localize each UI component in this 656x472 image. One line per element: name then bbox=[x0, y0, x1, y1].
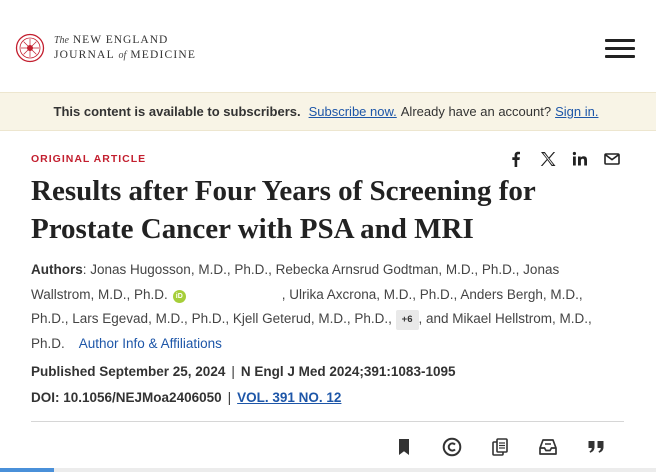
email-icon[interactable] bbox=[603, 150, 621, 168]
authors-text-1: : Jonas Hugosson, M.D., Ph.D., Rebecka Arnsrud Godtman, M.D., Ph.D., Jonas Wallstrom, M.D., Ph.D. bbox=[31, 262, 560, 302]
authors-text-2: , Ulrika Axcrona, M.D., Ph.D., Anders Bergh, M.D., Ph.D., Lars Egevad, M.D., Ph.D., Kjell Geterud, M.D., Ph.D., bbox=[31, 286, 583, 326]
sign-in-link[interactable]: Sign in. bbox=[555, 104, 599, 119]
logo-line1 bbox=[54, 35, 196, 47]
quote-icon[interactable] bbox=[586, 437, 606, 457]
logo-medicine: MEDICINE bbox=[130, 48, 197, 61]
logo-line2 bbox=[54, 50, 196, 62]
more-authors-button[interactable]: +6 bbox=[396, 310, 419, 330]
nejm-logo[interactable] bbox=[15, 33, 196, 63]
active-tab-indicator bbox=[0, 468, 54, 472]
logo-the: The bbox=[54, 35, 69, 46]
orcid-icon[interactable]: iD bbox=[173, 290, 186, 303]
logo-journal: JOURNAL bbox=[54, 48, 115, 61]
tab-strip bbox=[0, 468, 656, 472]
published-date: Published September 25, 2024 bbox=[31, 364, 226, 379]
nejm-seal-icon bbox=[15, 33, 45, 63]
banner-message: This content is available to subscribers. bbox=[53, 104, 301, 119]
banner-account-text: Already have an account? bbox=[400, 104, 552, 119]
subscriber-banner bbox=[0, 92, 656, 131]
doi-line: DOI: 10.1056/NEJMoa2406050 | VOL. 391 NO. 12 bbox=[31, 390, 342, 405]
authors-label: Authors bbox=[31, 262, 83, 277]
authors-text-3: , and Mikael Hellstrom, M.D., Ph.D. bbox=[31, 311, 592, 351]
linkedin-icon[interactable] bbox=[571, 150, 589, 168]
site-header bbox=[0, 0, 656, 92]
volume-link[interactable]: VOL. 391 NO. 12 bbox=[237, 390, 342, 405]
bookmark-icon[interactable] bbox=[394, 437, 414, 457]
doi: DOI: 10.1056/NEJMoa2406050 bbox=[31, 390, 222, 405]
logo-of: of bbox=[118, 49, 127, 61]
author-list bbox=[31, 258, 621, 356]
subscribe-link[interactable]: Subscribe now. bbox=[308, 104, 397, 119]
copyright-icon[interactable] bbox=[442, 437, 462, 457]
inbox-icon[interactable] bbox=[538, 437, 558, 457]
pages-icon[interactable] bbox=[490, 437, 510, 457]
hamburger-icon[interactable] bbox=[605, 39, 635, 59]
facebook-icon[interactable] bbox=[507, 150, 525, 168]
publication-info: Published September 25, 2024 | N Engl J Med 2024;391:1083-1095 bbox=[31, 364, 456, 379]
article-type-label: ORIGINAL ARTICLE bbox=[31, 153, 147, 165]
journal-citation: N Engl J Med 2024;391:1083-1095 bbox=[240, 364, 456, 379]
author-affiliations-link[interactable]: Author Info & Affiliations bbox=[78, 335, 222, 351]
divider bbox=[31, 421, 624, 422]
logo-new-england: NEW ENGLAND bbox=[72, 34, 169, 46]
x-icon[interactable] bbox=[539, 150, 557, 168]
article-title: Results after Four Years of Screening for Prostate Cancer with PSA and MRI bbox=[31, 175, 536, 245]
